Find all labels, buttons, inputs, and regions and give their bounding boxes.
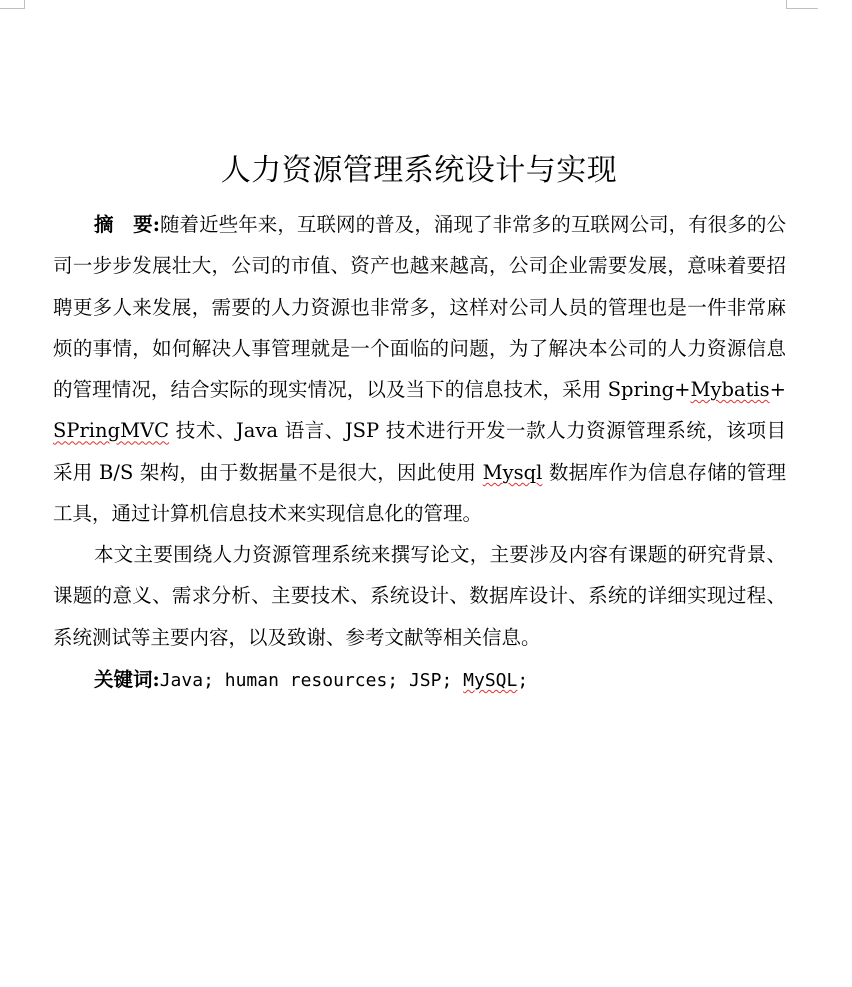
abstract-paragraph (53, 204, 786, 534)
keywords-paragraph (53, 659, 786, 701)
abstract-colon: : (152, 213, 160, 236)
spellcheck-word-springmvc: SPringMVC (53, 419, 170, 443)
abstract-text-part2: 技术、Java 语言、JSP 技术进行开发一款人力资源管理系统，该项目采用 B/S 架构，由于数据量不是很大，因此使用 (53, 419, 786, 484)
abstract-text-part1: 随着近些年来，互联网的普及，涌现了非常多的互联网公司，有很多的公司一步步发展壮大，公司的市值、资产也越来越高，公司企业需要发展，意味着要招聘更多人来发展，需要的人力资源也非常多，这样对公司人员的管理也是一件非常麻烦的事情，如何解决人事管理就是一个面临的问题，为了解决本公司的人力资源信息的管理情况，结合实际的现实情况，以及当下的信息技术，采用 Spring+ (53, 213, 786, 402)
spellcheck-word-mysql-keyword: MySQL (463, 670, 518, 691)
spellcheck-word-mysql: Mysql (482, 460, 543, 484)
keywords-value: Java; human resources; JSP; (159, 670, 464, 691)
keywords-colon: : (152, 668, 160, 691)
crop-mark-top-left-vertical (24, 0, 25, 9)
keywords-label: 关键词 (94, 668, 153, 691)
crop-mark-top-left-horizontal (0, 8, 24, 9)
abstract-plus: + (769, 378, 786, 402)
abstract-label: 摘 要 (94, 213, 153, 236)
crop-mark-top-right-horizontal (787, 8, 818, 9)
intro-paragraph: 本文主要围绕人力资源管理系统来撰写论文，主要涉及内容有课题的研究背景、课题的意义、需求分析、主要技术、系统设计、数据库设计、系统的详细实现过程、系统测试等主要内容，以及致谢、参考文献等相关信息。 (53, 543, 786, 649)
document-title: 人力资源管理系统设计与实现 (220, 153, 618, 188)
keywords-terminator: ; (517, 670, 529, 691)
abstract-text-part3: 数据库作为信息存储的管理工具，通过计算机信息技术来实现信息化的管理。 (53, 460, 787, 526)
crop-mark-top-right-vertical (786, 0, 787, 9)
spellcheck-word-mybatis: Mybatis (690, 378, 770, 402)
